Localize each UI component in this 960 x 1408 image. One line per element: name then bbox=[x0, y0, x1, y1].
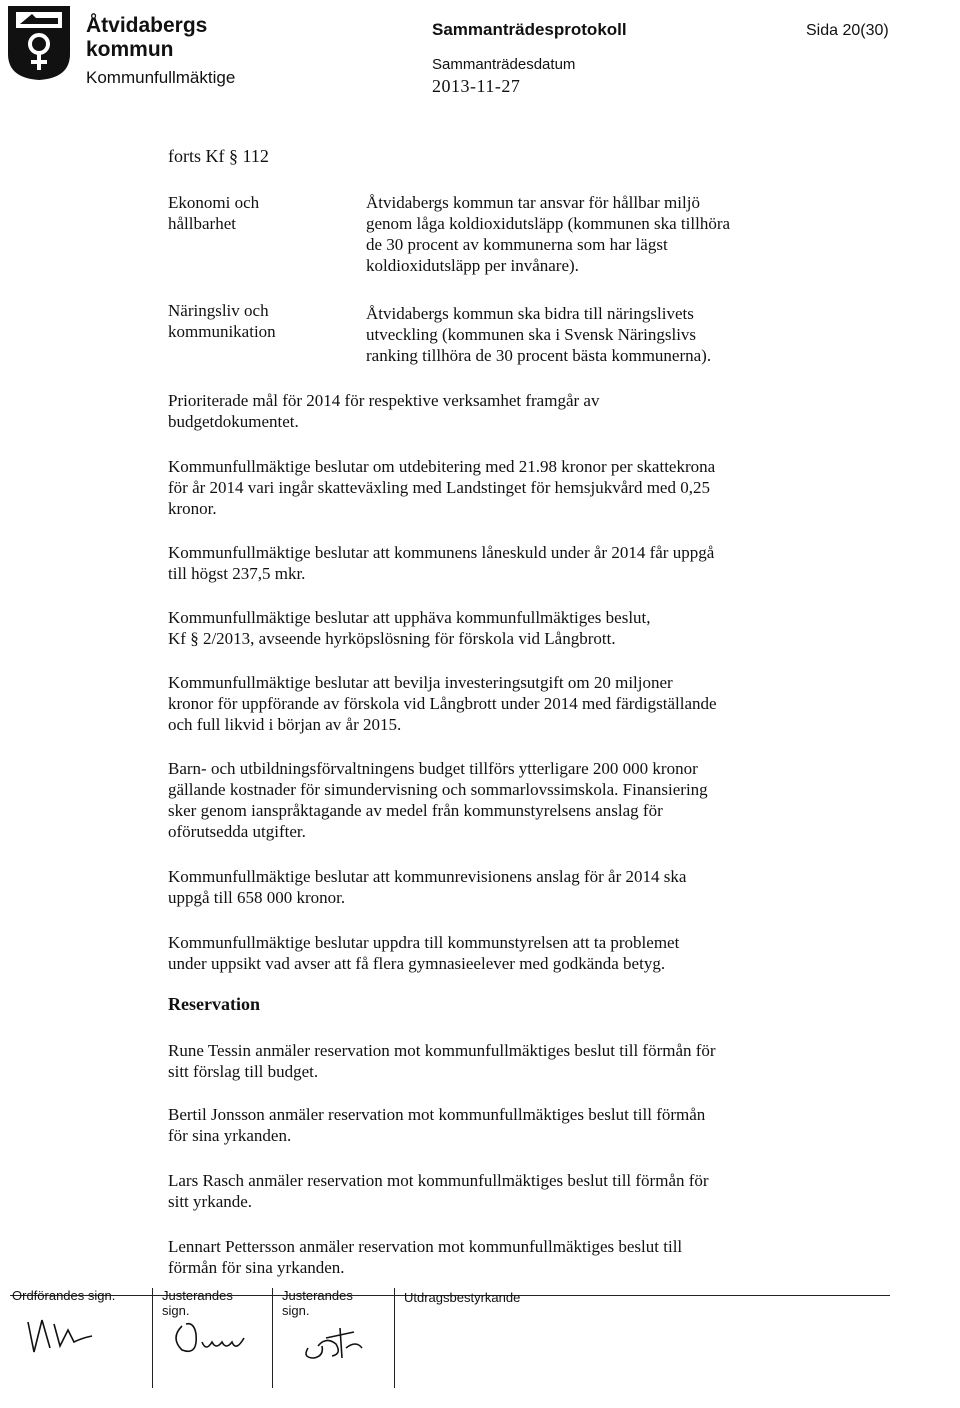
reservation-line: sitt yrkande. bbox=[168, 1192, 253, 1211]
paragraph-line: och full likvid i början av år 2015. bbox=[168, 715, 402, 734]
goal-label-line: hållbarhet bbox=[168, 214, 236, 233]
paragraph-audit-budget bbox=[168, 866, 808, 908]
paragraph-debt bbox=[168, 542, 808, 584]
reservation-line: för sina yrkanden. bbox=[168, 1126, 292, 1145]
paragraph-line: Kommunfullmäktige beslutar att bevilja investeringsutgift om 20 miljoner bbox=[168, 673, 673, 692]
paragraph-line: kronor för uppförande av förskola vid Långbrott under 2014 med färdigställande bbox=[168, 694, 717, 713]
adjuster-label-line: sign. bbox=[162, 1303, 190, 1318]
paragraph-line: budgetdokumentet. bbox=[168, 412, 299, 431]
paragraph-line: gällande kostnader för simundervisning och sommarlovssimskola. Finansiering bbox=[168, 780, 708, 799]
organization-name-line2: kommun bbox=[86, 38, 174, 61]
paragraph-line: Kommunfullmäktige beslutar att kommunens låneskuld under år 2014 får uppgå bbox=[168, 543, 715, 562]
paragraph-investment bbox=[168, 672, 808, 735]
goal-text-line: koldioxidutsläpp per invånare). bbox=[366, 256, 579, 275]
reservation-item bbox=[168, 1040, 808, 1082]
reservation-line: Rune Tessin anmäler reservation mot kommunfullmäktiges beslut till förmån för bbox=[168, 1041, 716, 1060]
paragraph-line: kronor. bbox=[168, 499, 217, 518]
paragraph-line: Kommunfullmäktige beslutar om utdebitering med 21.98 kronor per skattekrona bbox=[168, 457, 716, 476]
paragraph-line: Prioriterade mål för 2014 för respektive verksamhet framgår av bbox=[168, 391, 600, 410]
municipality-logo bbox=[6, 4, 72, 82]
reservation-line: Bertil Jonsson anmäler reservation mot kommunfullmäktiges beslut till förmån bbox=[168, 1105, 706, 1124]
footer-column-divider bbox=[394, 1288, 395, 1388]
reservation-line: Lars Rasch anmäler reservation mot kommunfullmäktiges beslut till förmån för bbox=[168, 1171, 709, 1190]
reservation-item bbox=[168, 1104, 808, 1146]
paragraph-line: Kommunfullmäktige beslutar att upphäva kommunfullmäktiges beslut, bbox=[168, 608, 651, 627]
paragraph-line: för år 2014 vari ingår skatteväxling med Landstinget för hemsjukvård med 0,25 bbox=[168, 478, 710, 497]
paragraph-line: Barn- och utbildningsförvaltningens budget tillförs ytterligare 200 000 kronor bbox=[168, 759, 698, 778]
meeting-date-label: Sammanträdesdatum bbox=[432, 56, 576, 73]
goal-text-line: genom låga koldioxidutsläpp (kommunen ska tillhöra bbox=[366, 214, 731, 233]
goal-text-line: de 30 procent av kommunerna som har lägst bbox=[366, 235, 668, 254]
goal-text-line: utveckling (kommunen ska i Svensk Näringslivs bbox=[366, 325, 697, 344]
document-type: Sammanträdesprotokoll bbox=[432, 20, 627, 39]
adjuster-label-line: sign. bbox=[282, 1303, 310, 1318]
goal-text-economy bbox=[366, 192, 806, 276]
paragraph-line: sker genom ianspråktagande av medel från kommunstyrelsens anslag för bbox=[168, 801, 663, 820]
goal-label-line: Ekonomi och bbox=[168, 193, 260, 212]
goal-text-line: ranking tillhöra de 30 procent bästa kommunerna). bbox=[366, 346, 712, 365]
reservation-line: Lennart Pettersson anmäler reservation mot kommunfullmäktiges beslut till bbox=[168, 1237, 683, 1256]
reservation-line: sitt förslag till budget. bbox=[168, 1062, 319, 1081]
certification-label: Utdragsbestyrkande bbox=[404, 1290, 521, 1305]
paragraph-line: oförutsedda utgifter. bbox=[168, 822, 306, 841]
reservation-item bbox=[168, 1170, 808, 1212]
reservation-heading: Reservation bbox=[168, 994, 260, 1014]
paragraph-line: till högst 237,5 mkr. bbox=[168, 564, 306, 583]
paragraph-upper-secondary bbox=[168, 932, 808, 974]
meeting-date: 2013-11-27 bbox=[432, 76, 521, 96]
goal-text-line: Åtvidabergs kommun ska bidra till näringslivets bbox=[366, 304, 694, 323]
organization-name bbox=[86, 14, 207, 62]
chair-signature bbox=[20, 1312, 100, 1362]
goal-text-business bbox=[366, 303, 806, 366]
adjuster-label-line: Justerandes bbox=[162, 1288, 233, 1303]
paragraph-line: under uppsikt vad avser att få flera gymnasieelever med godkända betyg. bbox=[168, 954, 666, 973]
adjuster-signature-label-1 bbox=[162, 1288, 233, 1318]
footer-column-divider bbox=[272, 1288, 273, 1388]
paragraph-repeal bbox=[168, 607, 808, 649]
goal-text-line: Åtvidabergs kommun tar ansvar för hållbar miljö bbox=[366, 193, 700, 212]
reservation-line: förmån för sina yrkanden. bbox=[168, 1258, 345, 1277]
adjuster-signature-1 bbox=[168, 1316, 258, 1364]
chair-signature-label: Ordförandes sign. bbox=[12, 1288, 116, 1303]
paragraph-education-budget bbox=[168, 758, 808, 842]
reservation-item bbox=[168, 1236, 808, 1278]
paragraph-line: Kommunfullmäktige beslutar att kommunrevisionens anslag för år 2014 ska bbox=[168, 867, 687, 886]
organization-name-line1: Åtvidabergs bbox=[86, 14, 208, 37]
footer-column-divider bbox=[152, 1288, 153, 1388]
paragraph-tax-rate bbox=[168, 456, 808, 519]
section-continuation: forts Kf § 112 bbox=[168, 146, 269, 166]
paragraph-line: Kf § 2/2013, avseende hyrköpslösning för förskola vid Långbrott. bbox=[168, 629, 616, 648]
goal-label-line: Näringsliv och bbox=[168, 301, 269, 320]
paragraph-line: uppgå till 658 000 kronor. bbox=[168, 888, 346, 907]
adjuster-signature-2 bbox=[296, 1318, 376, 1366]
goal-label-line: kommunikation bbox=[168, 322, 276, 341]
goal-label-business bbox=[168, 300, 348, 342]
paragraph-priorities bbox=[168, 390, 808, 432]
adjuster-signature-label-2 bbox=[282, 1288, 353, 1318]
organization-body: Kommunfullmäktige bbox=[86, 68, 236, 87]
goal-label-economy bbox=[168, 192, 348, 234]
paragraph-line: Kommunfullmäktige beslutar uppdra till kommunstyrelsen att ta problemet bbox=[168, 933, 680, 952]
adjuster-label-line: Justerandes bbox=[282, 1288, 353, 1303]
page-number: Sida 20(30) bbox=[806, 22, 889, 39]
